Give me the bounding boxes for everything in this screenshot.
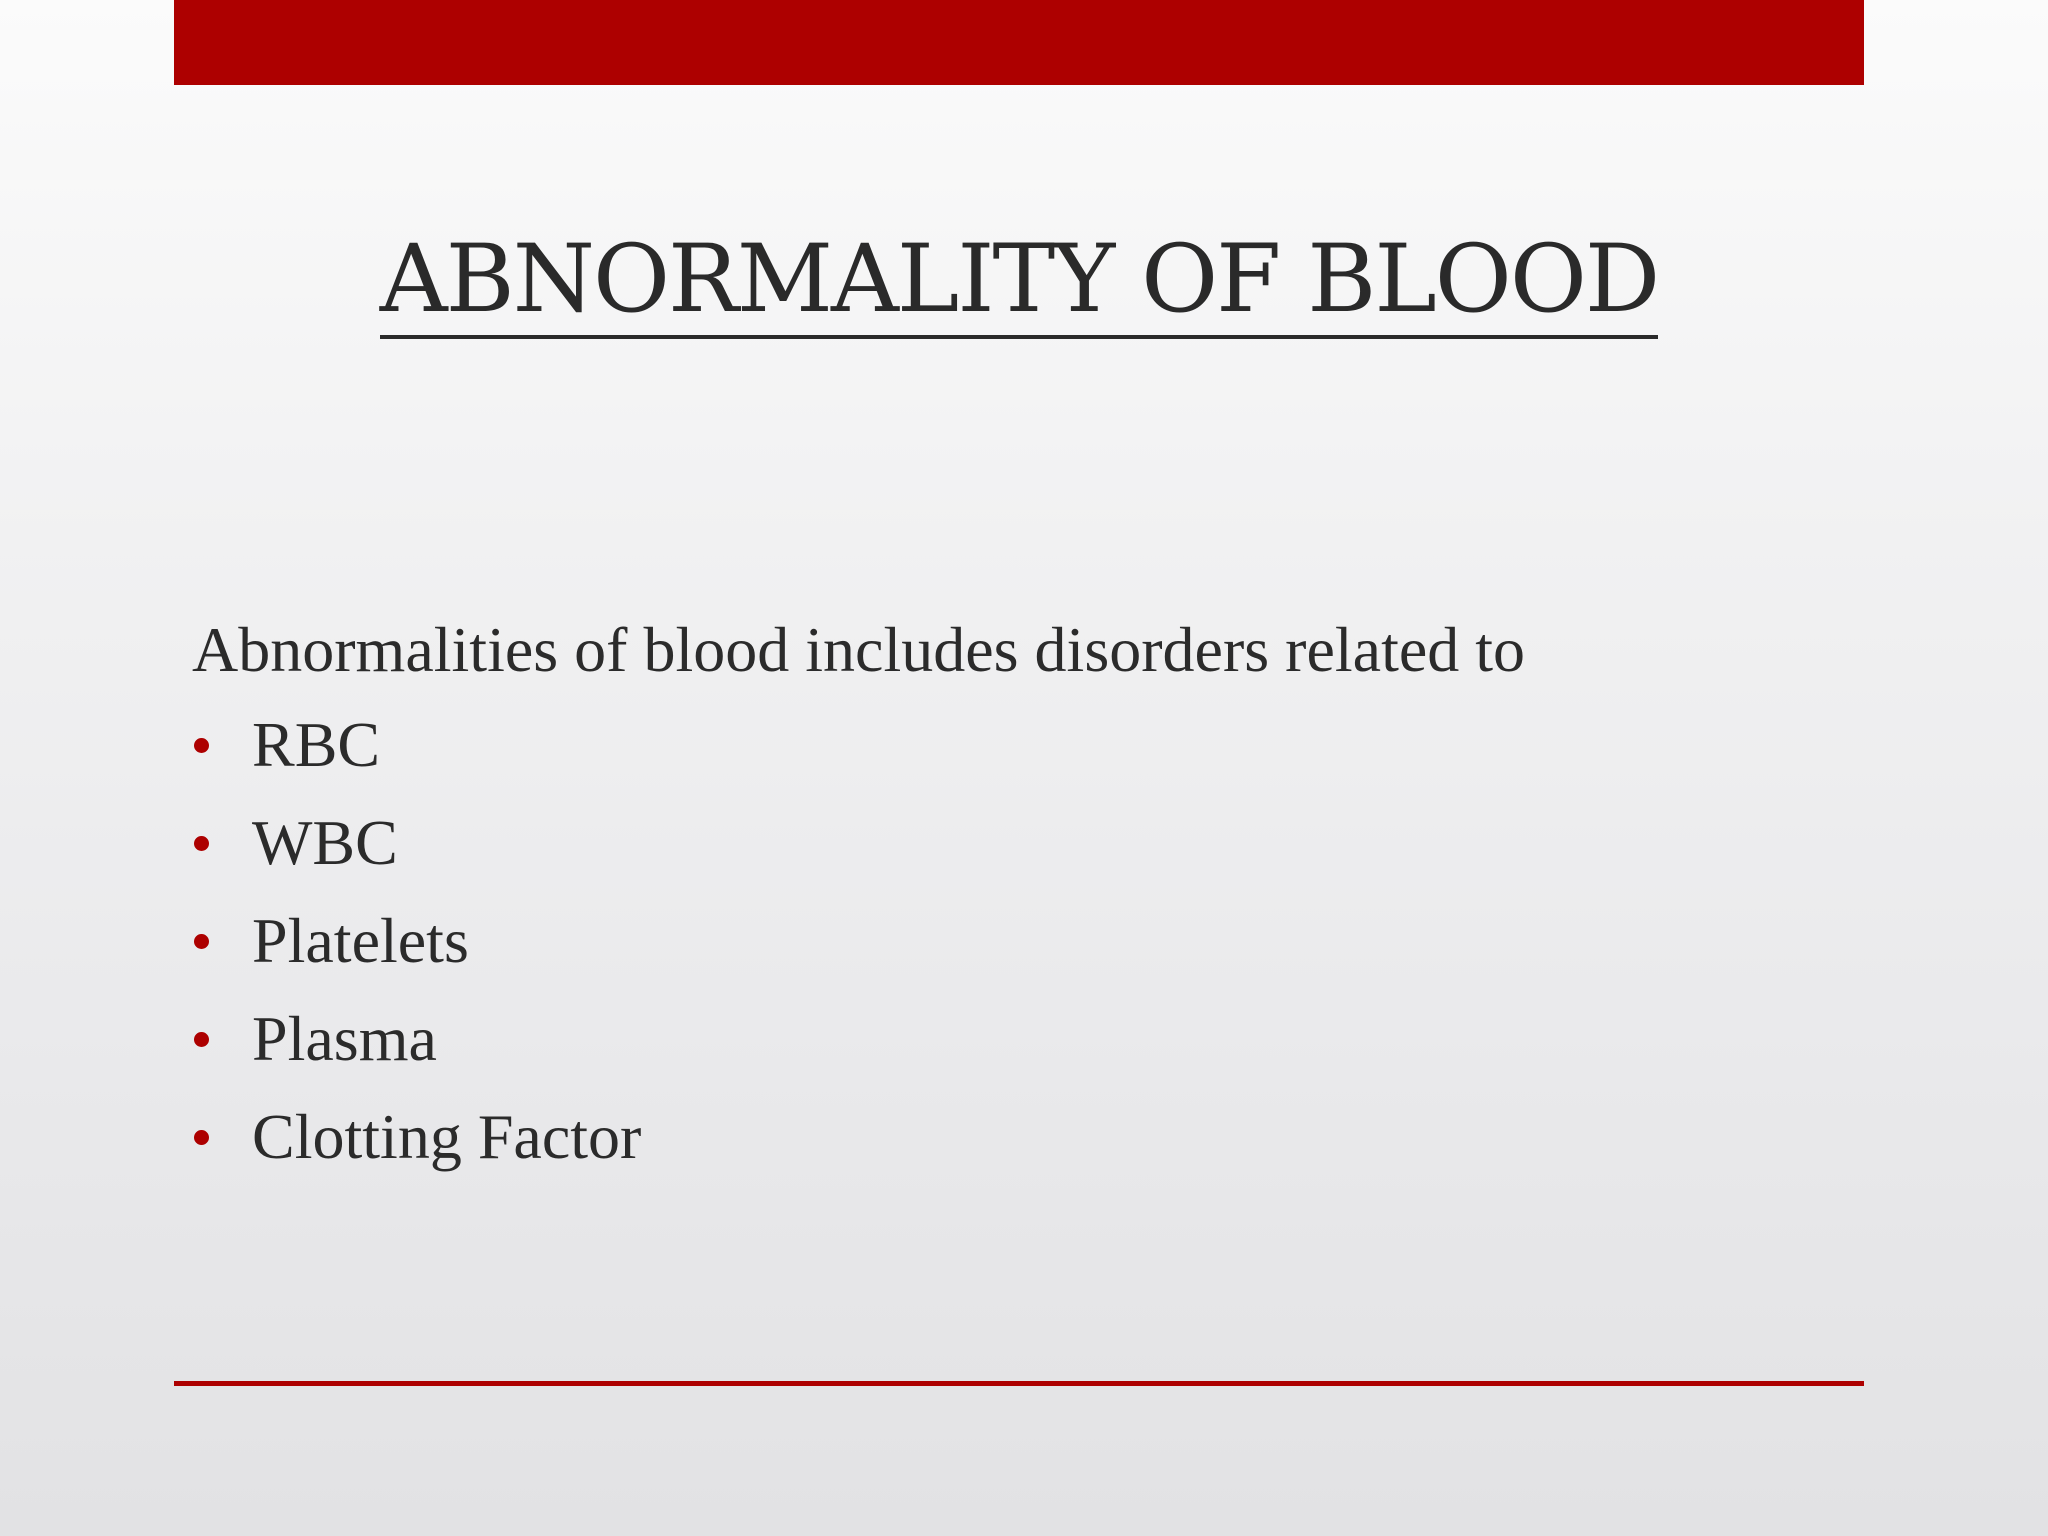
bullet-dot-icon bbox=[194, 934, 209, 949]
list-item-plasma bbox=[192, 1001, 1792, 1099]
bullet-dot-icon bbox=[194, 738, 209, 753]
list-item-label: Clotting Factor bbox=[252, 1101, 642, 1172]
slide-title bbox=[174, 215, 1864, 345]
top-accent-bar bbox=[174, 0, 1864, 85]
list-item-label: RBC bbox=[252, 709, 381, 780]
list-item-clotting-factor bbox=[192, 1099, 1792, 1197]
intro-text: Abnormalities of blood includes disorders related to bbox=[192, 614, 1526, 685]
list-item-platelets bbox=[192, 903, 1792, 1001]
bullet-list bbox=[192, 707, 1792, 1197]
list-item-label: Platelets bbox=[252, 905, 469, 976]
list-item-rbc bbox=[192, 707, 1792, 805]
list-item-label: WBC bbox=[252, 807, 398, 878]
list-item-label: Plasma bbox=[252, 1003, 437, 1074]
bullet-dot-icon bbox=[194, 836, 209, 851]
bullet-dot-icon bbox=[194, 1032, 209, 1047]
list-item-wbc bbox=[192, 805, 1792, 903]
bottom-accent-rule bbox=[174, 1381, 1864, 1386]
slide-title-text: ABNORMALITY OF BLOOD bbox=[380, 227, 1659, 339]
bullet-dot-icon bbox=[194, 1130, 209, 1145]
